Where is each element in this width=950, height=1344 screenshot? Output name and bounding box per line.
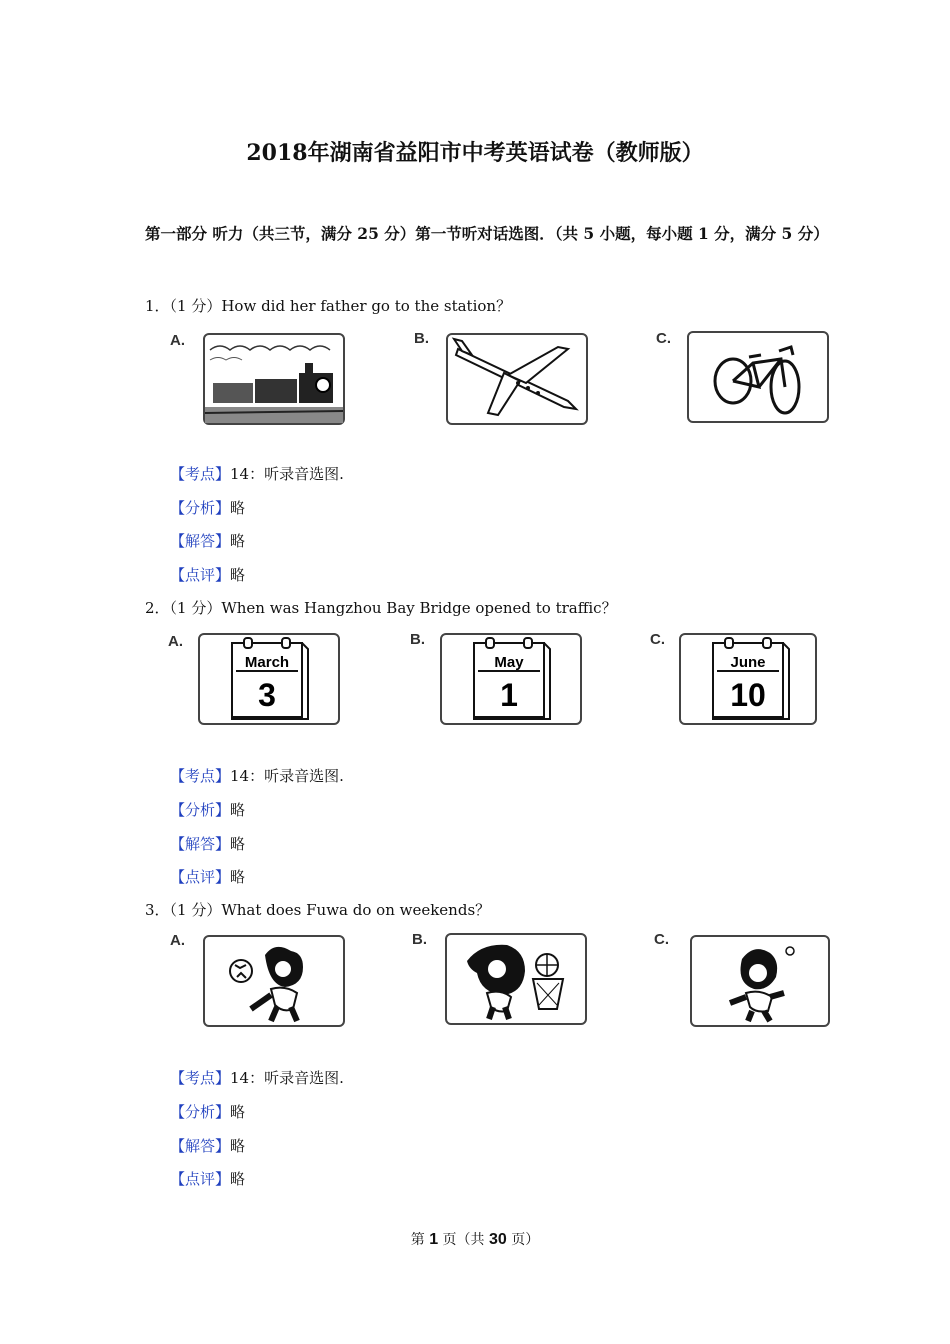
- q2-note-fenxi: 【分析】略: [170, 801, 246, 819]
- q2-note-kaodian: 【考点】14：听录音选图.: [170, 767, 344, 785]
- question-1: 1．（1 分）How did her father go to the station？: [145, 297, 512, 315]
- page-number: 1: [429, 1231, 439, 1248]
- fuwa-soccer-picture: [203, 935, 345, 1027]
- q2-note-dianping: 【点评】略: [170, 868, 246, 886]
- q2-note-jieda: 【解答】略: [170, 835, 246, 853]
- calendar-day: 10: [730, 677, 766, 713]
- q1-option-b-label: B.: [414, 330, 429, 347]
- calendar-day: 1: [500, 677, 518, 713]
- calendar-march-picture: [198, 633, 340, 725]
- q3-option-c-label: C.: [654, 931, 669, 948]
- calendar-icon: [200, 635, 338, 723]
- q1-note-fenxi: 【分析】略: [170, 499, 246, 517]
- airplane-icon: [448, 335, 586, 423]
- q1-option-a-label: A.: [170, 332, 185, 349]
- q2-option-b-label: B.: [410, 631, 425, 648]
- bicycle-picture: [687, 331, 829, 423]
- train-icon: [205, 335, 343, 423]
- q1-note-dianping: 【点评】略: [170, 566, 246, 584]
- soccer-fuwa-icon: [205, 937, 343, 1025]
- train-picture: [203, 333, 345, 425]
- page-footer: 第 1 页（共 30 页）: [410, 1231, 540, 1248]
- q1-note-jieda: 【解答】略: [170, 532, 246, 550]
- pingpong-fuwa-icon: [692, 937, 828, 1025]
- q3-note-fenxi: 【分析】略: [170, 1103, 246, 1121]
- q2-option-c-label: C.: [650, 631, 665, 648]
- q2-option-a-label: A.: [168, 633, 183, 650]
- fuwa-pingpong-picture: [690, 935, 830, 1027]
- q3-option-a-label: A.: [170, 932, 185, 949]
- question-2: 2．（1 分）When was Hangzhou Bay Bridge opened to traffic？: [145, 599, 617, 617]
- page-total: 30: [489, 1231, 507, 1248]
- calendar-june-picture: [679, 633, 817, 725]
- document-title: 2018年湖南省益阳市中考英语试卷（教师版）: [246, 140, 704, 166]
- q1-option-c-label: C.: [656, 330, 671, 347]
- bicycle-icon: [689, 333, 827, 421]
- q3-option-b-label: B.: [412, 931, 427, 948]
- calendar-month: June: [730, 654, 766, 671]
- q3-note-kaodian: 【考点】14：听录音选图.: [170, 1069, 344, 1087]
- calendar-icon: [442, 635, 580, 723]
- calendar-icon: [681, 635, 815, 723]
- section-heading: 第一部分 听力（共三节，满分 25 分）第一节听对话选图．（共 5 小题，每小题 1 分，满分 5 分）: [145, 224, 829, 243]
- airplane-picture: [446, 333, 588, 425]
- q3-note-jieda: 【解答】略: [170, 1137, 246, 1155]
- q3-note-dianping: 【点评】略: [170, 1170, 246, 1188]
- fuwa-basketball-picture: [445, 933, 587, 1025]
- q1-note-kaodian: 【考点】14：听录音选图.: [170, 465, 344, 483]
- calendar-month: May: [494, 654, 524, 671]
- calendar-month: March: [244, 654, 290, 671]
- question-3: 3．（1 分）What does Fuwa do on weekends？: [145, 901, 491, 919]
- calendar-may-picture: [440, 633, 582, 725]
- calendar-day: 3: [258, 677, 276, 713]
- basketball-fuwa-icon: [447, 935, 585, 1023]
